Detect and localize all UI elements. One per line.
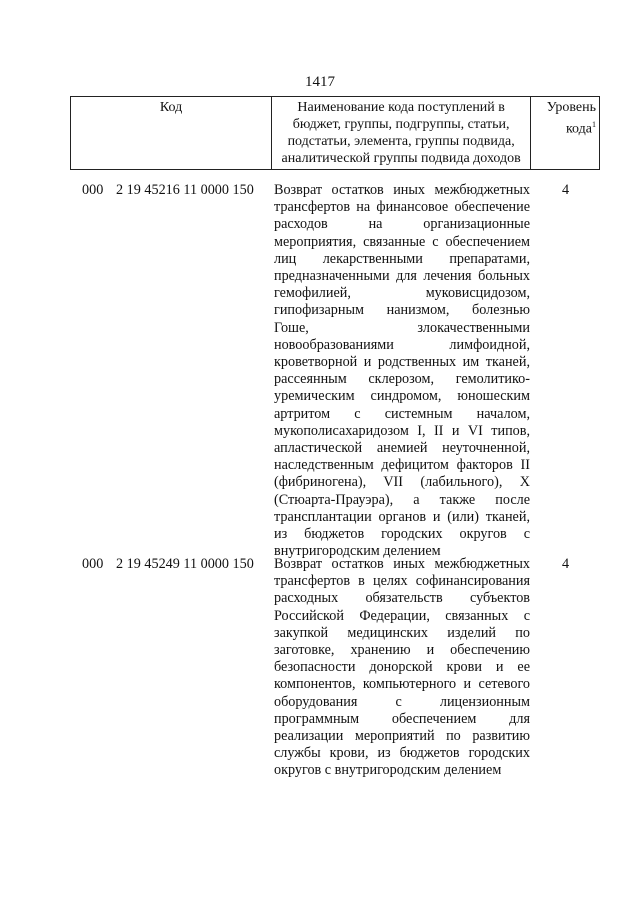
row-level: 4 [562,556,570,572]
header-level-label: Уровень кода [546,100,596,137]
header-level-footnote: 1 [592,120,596,129]
header-row [71,97,600,170]
row-level: 4 [562,182,570,198]
page-number: 1417 [305,74,335,90]
row-name: Возврат остатков иных межбюджетных трансфертов на финансовое обеспечение расходов на организационные мероприятия, связанные с обеспечением лиц лекарственными препаратами, предназначенными для лечения больных гемофилией, муковисцидозом, гипофизарным нанизмом, болезнью Гоше, злокачественными новообразованиями лимфоидной, кроветворной и родственных им тканей, рассеянным склерозом, гемолитико-уремическим синдромом, юношеским артритом с системным началом, мукополисахаридозом I, II и VI типов, апластической анемией неуточненной, наследственным дефицитом факторов II (фибриногена), VII (лабильного), X (Стюарта-Прауэра), а также после трансплантации органов и (или) тканей, из бюджетов городских округов с внутригородским делением [274,182,530,560]
table-header [70,96,600,170]
row-code: 2 19 45216 11 0000 150 [116,182,254,198]
row-code: 2 19 45249 11 0000 150 [116,556,254,572]
header-name: Наименование кода поступлений в бюджет, группы, подгруппы, статьи, подстатьи, элемента, группы подвида, аналитической группы подвида доходов [272,97,531,170]
header-level [531,97,600,170]
header-code: Код [71,97,272,170]
row-admin-code: 000 [82,182,104,198]
row-name: Возврат остатков иных межбюджетных трансфертов в целях софинансирования расходных обязательств субъектов Российской Федерации, связанных с закупкой медицинских изделий по заготовке, хранению и обеспечению безопасности донорской крови и ее компонентов, компьютерного и сетевого оборудования с лицензионным программным обеспечением для реализации мероприятий по развитию службы крови, из бюджетов городских округов с внутригородским делением [274,556,530,779]
row-admin-code: 000 [82,556,104,572]
